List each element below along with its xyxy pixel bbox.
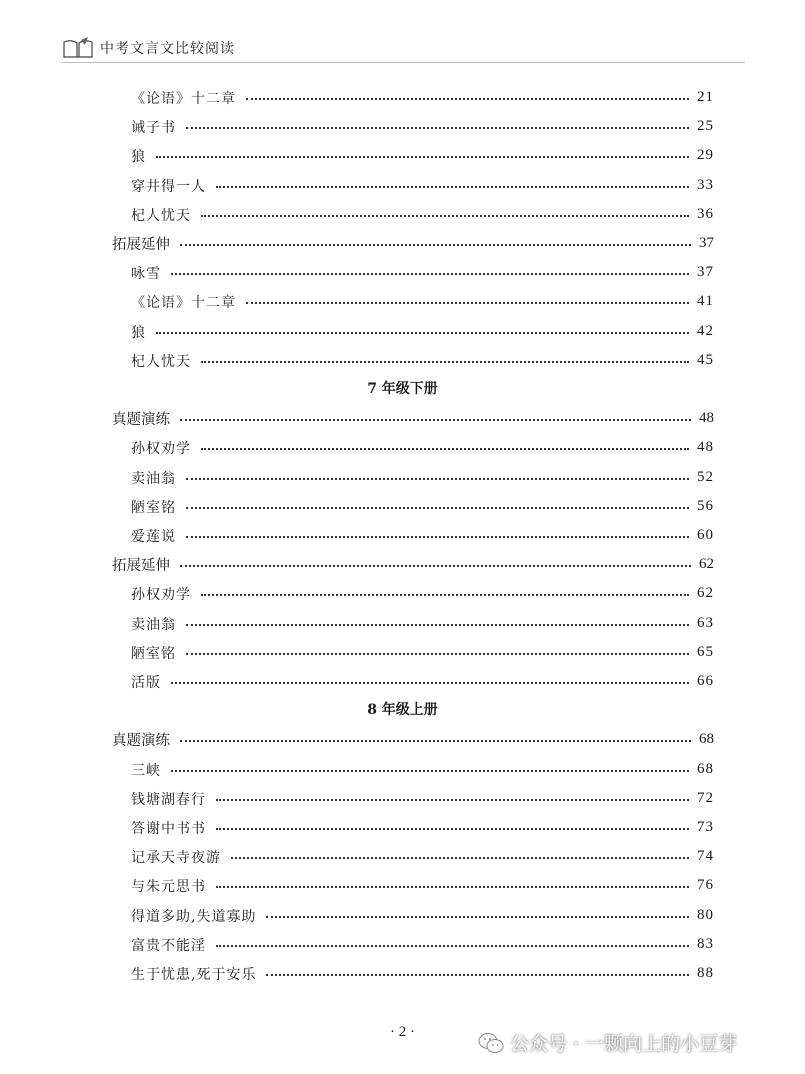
toc-page-number: 76 xyxy=(697,877,714,893)
toc-item-row[interactable] xyxy=(131,813,714,842)
toc-page-number: 45 xyxy=(697,352,714,368)
toc-page-number: 60 xyxy=(697,527,714,543)
dot-leader xyxy=(216,945,689,947)
toc-item-row[interactable] xyxy=(131,784,714,813)
toc-item-row[interactable] xyxy=(131,287,714,316)
toc-title: 杞人忧天 xyxy=(131,207,191,224)
toc-item-row[interactable] xyxy=(131,141,714,170)
toc-item-row[interactable] xyxy=(131,200,714,229)
dot-leader xyxy=(171,770,689,772)
toc-title: 孙权劝学 xyxy=(131,440,191,457)
dot-leader xyxy=(180,244,691,246)
toc-page-number: 29 xyxy=(697,147,714,163)
toc-page-number: 21 xyxy=(697,89,714,105)
header-title: 中考文言文比较阅读 xyxy=(100,41,235,57)
toc-title: 卖油翁 xyxy=(131,616,176,633)
toc-title: 爱莲说 xyxy=(131,528,176,545)
toc-title: 陋室铭 xyxy=(131,499,176,516)
toc-title: 狼 xyxy=(131,148,146,165)
toc-page-number: 41 xyxy=(697,293,714,309)
toc-item-row[interactable] xyxy=(131,83,714,112)
toc-item-row[interactable] xyxy=(131,492,714,521)
dot-leader xyxy=(186,624,689,626)
watermark xyxy=(478,1029,737,1056)
toc-page-number: 63 xyxy=(697,615,714,631)
toc-page-number: 48 xyxy=(699,410,714,426)
toc-title: 诫子书 xyxy=(131,119,176,136)
toc-section-row[interactable] xyxy=(112,550,714,579)
toc-page-number: 88 xyxy=(697,965,714,981)
toc-page-number: 68 xyxy=(699,731,714,747)
toc-page-number: 74 xyxy=(697,848,714,864)
toc-title: 与朱元思书 xyxy=(131,878,206,895)
toc-page-number: 25 xyxy=(697,118,714,134)
dot-leader xyxy=(266,974,689,976)
header-divider xyxy=(62,62,745,63)
toc-title: 拓展延伸 xyxy=(112,237,170,253)
toc-item-row[interactable] xyxy=(131,667,714,696)
toc-item-row[interactable] xyxy=(131,871,714,900)
toc-title: 得道多助,失道寡助 xyxy=(131,908,257,925)
toc-page-number: 52 xyxy=(697,469,714,485)
toc-section-row[interactable] xyxy=(112,229,714,258)
toc-page-number: 80 xyxy=(697,907,714,923)
dot-leader xyxy=(201,448,689,450)
toc-title: 真题演练 xyxy=(112,733,170,749)
dot-leader xyxy=(186,653,689,655)
wechat-icon xyxy=(478,1032,504,1054)
dot-leader xyxy=(180,565,691,567)
toc-item-row[interactable] xyxy=(131,842,714,871)
toc-page-number: 48 xyxy=(697,439,714,455)
toc-item-row[interactable] xyxy=(131,258,714,287)
dot-leader xyxy=(186,507,689,509)
dot-leader xyxy=(216,828,689,830)
dot-leader xyxy=(231,857,689,859)
toc-item-row[interactable] xyxy=(131,521,714,550)
toc-page-number: 42 xyxy=(697,323,714,339)
toc-page-number: 62 xyxy=(697,585,714,601)
dot-leader xyxy=(216,799,689,801)
toc-page-number: 37 xyxy=(697,264,714,280)
toc-title: 拓展延伸 xyxy=(112,558,170,574)
dot-leader xyxy=(180,740,691,742)
dot-leader xyxy=(171,273,689,275)
toc-page-number: 73 xyxy=(697,819,714,835)
toc-item-row[interactable] xyxy=(131,930,714,959)
toc-page-number: 62 xyxy=(699,556,714,572)
toc-title: 富贵不能淫 xyxy=(131,937,206,954)
dot-leader xyxy=(201,361,689,363)
dot-leader xyxy=(186,478,689,480)
dot-leader xyxy=(180,419,691,421)
toc-title: 生于忧患,死于安乐 xyxy=(131,966,257,983)
toc-page-number: 72 xyxy=(697,790,714,806)
toc-title: 穿井得一人 xyxy=(131,178,206,195)
toc-item-row[interactable] xyxy=(131,959,714,988)
toc-page-number: 56 xyxy=(697,498,714,514)
dot-leader xyxy=(246,98,689,100)
dot-leader xyxy=(186,127,689,129)
toc-title: 三峡 xyxy=(131,762,161,779)
toc-title: 卖油翁 xyxy=(131,470,176,487)
toc-title: 《论语》十二章 xyxy=(131,90,236,107)
toc-title: 杞人忧天 xyxy=(131,353,191,370)
toc-title: 《论语》十二章 xyxy=(131,294,236,311)
toc-title: 活版 xyxy=(131,674,161,691)
toc-title: 孙权劝学 xyxy=(131,586,191,603)
dot-leader xyxy=(171,682,689,684)
toc-item-row[interactable] xyxy=(131,901,714,930)
toc-section-row[interactable] xyxy=(112,404,714,433)
toc-page-number: 68 xyxy=(697,761,714,777)
toc-title: 答谢中书书 xyxy=(131,820,206,837)
dot-leader xyxy=(201,594,689,596)
dot-leader xyxy=(246,302,689,304)
toc-item-row[interactable] xyxy=(131,609,714,638)
dot-leader xyxy=(201,215,689,217)
open-book-icon xyxy=(62,37,94,59)
toc-page-number: 36 xyxy=(697,206,714,222)
toc-item-row[interactable] xyxy=(131,433,714,462)
grade-heading: 7 年级下册 xyxy=(367,381,438,397)
toc-title: 陋室铭 xyxy=(131,645,176,662)
toc-item-row[interactable] xyxy=(131,579,714,608)
toc-title: 记承天寺夜游 xyxy=(131,849,221,866)
toc-title: 真题演练 xyxy=(112,412,170,428)
toc-page-number: 65 xyxy=(697,644,714,660)
toc-item-row[interactable] xyxy=(131,346,714,375)
dot-leader xyxy=(216,186,689,188)
dot-leader xyxy=(216,886,689,888)
dot-leader xyxy=(156,156,689,158)
grade-heading: 8 年级上册 xyxy=(367,702,438,718)
toc-title: 咏雪 xyxy=(131,265,161,282)
watermark-text: 公众号 · 一颗向上的小豆芽 xyxy=(510,1033,738,1055)
dot-leader xyxy=(266,916,689,918)
toc-item-row[interactable] xyxy=(131,755,714,784)
page-number: · 2 · xyxy=(390,1024,415,1040)
toc-item-row[interactable] xyxy=(131,317,714,346)
toc-page-number: 33 xyxy=(697,177,714,193)
toc-page-number: 83 xyxy=(697,936,714,952)
toc-page-number: 37 xyxy=(699,235,714,251)
toc-section-row[interactable] xyxy=(112,725,714,754)
toc-item-row[interactable] xyxy=(131,171,714,200)
toc-title: 狼 xyxy=(131,324,146,341)
page-header xyxy=(62,36,235,60)
toc-item-row[interactable] xyxy=(131,463,714,492)
dot-leader xyxy=(186,536,689,538)
toc-item-row[interactable] xyxy=(131,638,714,667)
toc-title: 钱塘湖春行 xyxy=(131,791,206,808)
toc-page-number: 66 xyxy=(697,673,714,689)
toc-item-row[interactable] xyxy=(131,112,714,141)
dot-leader xyxy=(156,332,689,334)
